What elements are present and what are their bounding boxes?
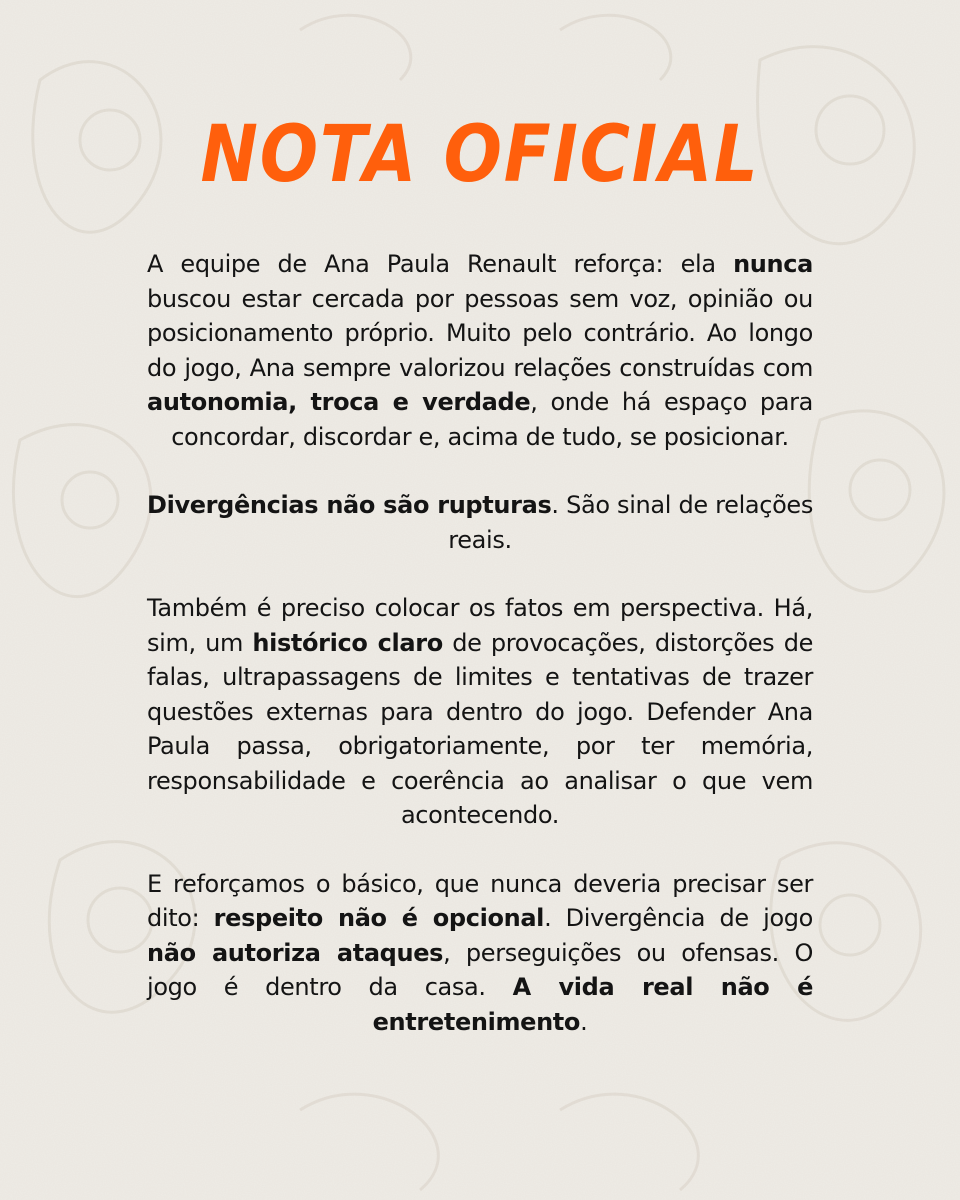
note-content [147, 105, 813, 1073]
paragraph-divergences [147, 488, 813, 557]
bold-segment: autonomia, troca e verdade [147, 388, 531, 416]
text-segment: . Divergência de jogo [544, 904, 813, 932]
text-segment: A equipe de Ana Paula Renault reforça: ela [147, 250, 734, 278]
bold-segment: respeito não é opcional [213, 904, 545, 932]
text-segment: buscou estar cercada por pessoas sem voz, opinião ou posicionamento próprio. Muito pelo contrário. Ao longo do jogo, Ana sempre valorizou relações construídas com [147, 284, 813, 382]
text-segment: , onde há espaço para concordar, discordar e, acima de tudo, se posicionar. [171, 388, 814, 451]
paragraph-respect [147, 867, 813, 1040]
text-segment: de provocações, distorções de falas, ultrapassagens de limites e tentativas de trazer questões externas para dentro do jogo. Defender Ana Paula passa, obrigatoriamente, por ter memória, responsabilidade e coerência ao analisar o que vem acontecendo. [147, 628, 813, 829]
text-segment: . São sinal de relações reais. [448, 491, 813, 554]
bold-segment: nunca [733, 250, 813, 278]
text-segment: E reforçamos o básico, que nunca deveria precisar ser dito: [147, 869, 813, 932]
bold-segment: não autoriza ataques [147, 938, 444, 967]
paragraph-team-reinforcement [147, 247, 813, 454]
paragraph-facts-perspective [147, 591, 813, 833]
page-title: NOTA OFICIAL [200, 110, 760, 200]
text-segment: . [580, 1007, 588, 1036]
text-segment: Também é preciso colocar os fatos em perspectiva. Há, sim, um [147, 594, 813, 657]
bold-segment: A vida real não é entretenimento [372, 973, 813, 1036]
text-segment: , perseguições ou ofensas. O jogo é dentro da casa. [147, 938, 813, 1001]
bold-segment: histórico claro [252, 628, 443, 657]
bold-segment: Divergências não são rupturas [147, 491, 552, 519]
